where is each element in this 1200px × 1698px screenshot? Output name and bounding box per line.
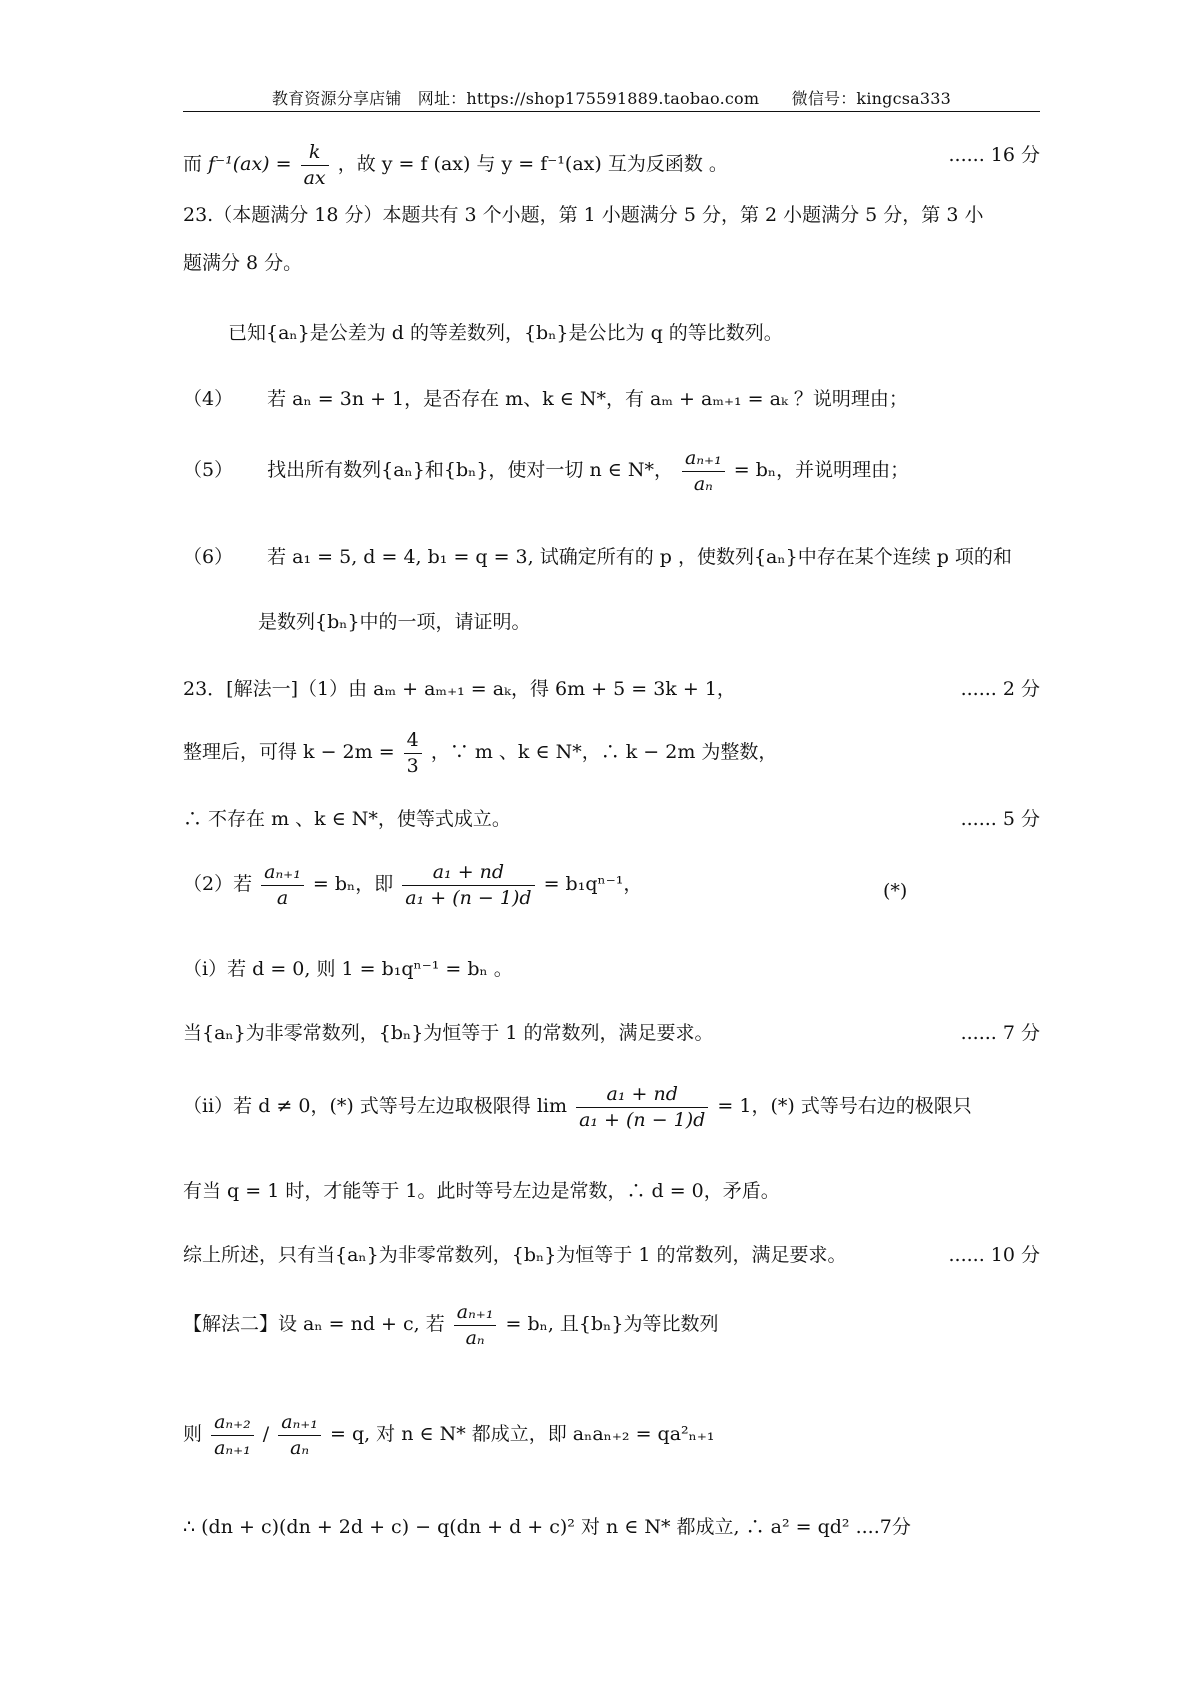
solution-case-ii	[183, 1082, 1040, 1132]
line-inverse-function	[183, 140, 1040, 190]
solution-case-i: （ⅰ）若 d = 0, 则 1 = b₁qⁿ⁻¹ = bₙ 。	[183, 958, 513, 980]
question-text: 若 a₁ = 5, d = 4, b₁ = q = 3, 试确定所有的 p ，使数列{aₙ}中存在某个连续 p 项的和	[267, 546, 1012, 568]
score-mark: ...... 16 分	[948, 144, 1040, 166]
fraction: $\frac{\text{a₁ + nd}}{\text{a₁ + (n − 1)d}}$	[576, 1082, 708, 1132]
solution-step-1b	[183, 728, 1040, 778]
text: 【解法二】设 aₙ = nd + c, 若	[183, 1313, 445, 1336]
text: 则	[183, 1423, 203, 1446]
question-text: = bₙ，并说明理由；	[733, 459, 910, 482]
question-number: （5）	[183, 459, 234, 482]
question-6	[183, 542, 1040, 572]
solution-step-1	[183, 674, 1040, 704]
question-6-cont: 是数列{bₙ}中的一项，请证明。	[258, 611, 531, 633]
solution-method-2b	[183, 1410, 1040, 1460]
fraction: $\frac{\text{aₙ₊₁}}{a}$	[261, 860, 304, 910]
text: 整理后，可得 k − 2m =	[183, 741, 395, 764]
text: = b₁qⁿ⁻¹，	[543, 873, 643, 896]
text: ，∵ m 、k ∈ N*，∴ k − 2m 为整数，	[430, 741, 778, 764]
solution-summary	[183, 1240, 1040, 1270]
text: 23．[解法一]（1）由 aₘ + aₘ₊₁ = aₖ，得 6m + 5 = 3k + 1，	[183, 678, 736, 700]
equation-tag: (*)	[883, 880, 908, 902]
solution-method-2	[183, 1300, 1040, 1350]
question-text: 若 aₙ = 3n + 1，是否存在 m、k ∈ N*，有 aₘ + aₘ₊₁ = aₖ ？说明理由；	[267, 388, 908, 410]
problem-intro: 23.（本题满分 18 分）本题共有 3 个小题，第 1 小题满分 5 分，第 2 小题满分 5 分，第 3 小	[183, 204, 984, 226]
solution-step-2	[183, 860, 1040, 910]
score-mark: ...... 7 分	[960, 1022, 1040, 1044]
text: （2）若	[183, 873, 253, 896]
score-mark: ...... 10 分	[948, 1244, 1040, 1266]
solution-case-ii-cont: 有当 q = 1 时，才能等于 1。此时等号左边是常数，∴ d = 0，矛盾。	[183, 1180, 780, 1202]
header-rule	[183, 111, 1040, 112]
fraction: $\frac{4}{3}$	[404, 728, 422, 778]
text: /	[262, 1423, 270, 1446]
formula: f⁻¹(ax) =	[208, 153, 292, 176]
page-header: 教育资源分享店铺 网址：https://shop175591889.taobao.com 微信号：kingcsa333	[271, 89, 952, 108]
problem-given: 已知{aₙ}是公差为 d 的等差数列，{bₙ}是公比为 q 的等比数列。	[228, 322, 783, 344]
problem-intro-cont: 题满分 8 分。	[183, 252, 303, 274]
score-mark: ...... 5 分	[960, 808, 1040, 830]
fraction: $\frac{\text{aₙ₊₁}}{\text{aₙ}}$	[454, 1300, 497, 1350]
fraction: $\frac{\text{aₙ₊₁}}{\text{aₙ}}$	[278, 1410, 321, 1460]
text: （ⅱ）若 d ≠ 0，(*) 式等号左边取极限得 lim	[183, 1095, 568, 1118]
text: 当{aₙ}为非零常数列，{bₙ}为恒等于 1 的常数列，满足要求。	[183, 1022, 714, 1044]
text: = bₙ，即	[312, 873, 394, 896]
solution-step-1c	[183, 804, 1040, 834]
fraction: $\frac{\text{a₁ + nd}}{\text{a₁ + (n − 1)d}}$	[402, 860, 534, 910]
question-text: 找出所有数列{aₙ}和{bₙ}，使对一切 n ∈ N*，	[267, 459, 673, 482]
fraction: $\frac{\text{aₙ₊₂}}{\text{aₙ₊₁}}$	[211, 1410, 254, 1460]
question-number: （4）	[183, 388, 234, 410]
text: ∴ 不存在 m 、k ∈ N*，使等式成立。	[183, 808, 511, 830]
text: = 1，(*) 式等号右边的极限只	[717, 1095, 972, 1118]
fraction: $\frac{\text{aₙ₊₁}}{\text{aₙ}}$	[682, 446, 725, 496]
question-4	[183, 384, 1040, 414]
text: = bₙ, 且{bₙ}为等比数列	[505, 1313, 719, 1336]
question-5	[183, 446, 1040, 496]
text: 综上所述，只有当{aₙ}为非零常数列，{bₙ}为恒等于 1 的常数列，满足要求。	[183, 1244, 847, 1266]
text: ，故 y = f (ax) 与 y = f⁻¹(ax) 互为反函数 。	[337, 153, 728, 176]
solution-method-2c: ∴ (dn + c)(dn + 2d + c) − q(dn + d + c)² 对 n ∈ N* 都成立, ∴ a² = qd² ....7分	[183, 1516, 911, 1538]
text: = q, 对 n ∈ N* 都成立，即 aₙaₙ₊₂ = qa²ₙ₊₁	[329, 1423, 715, 1446]
fraction: $\frac{k}{ax}$	[301, 140, 329, 190]
score-mark: ...... 2 分	[960, 678, 1040, 700]
question-number: （6）	[183, 546, 234, 568]
text: 而	[183, 153, 209, 176]
solution-case-i-cont	[183, 1018, 1040, 1048]
